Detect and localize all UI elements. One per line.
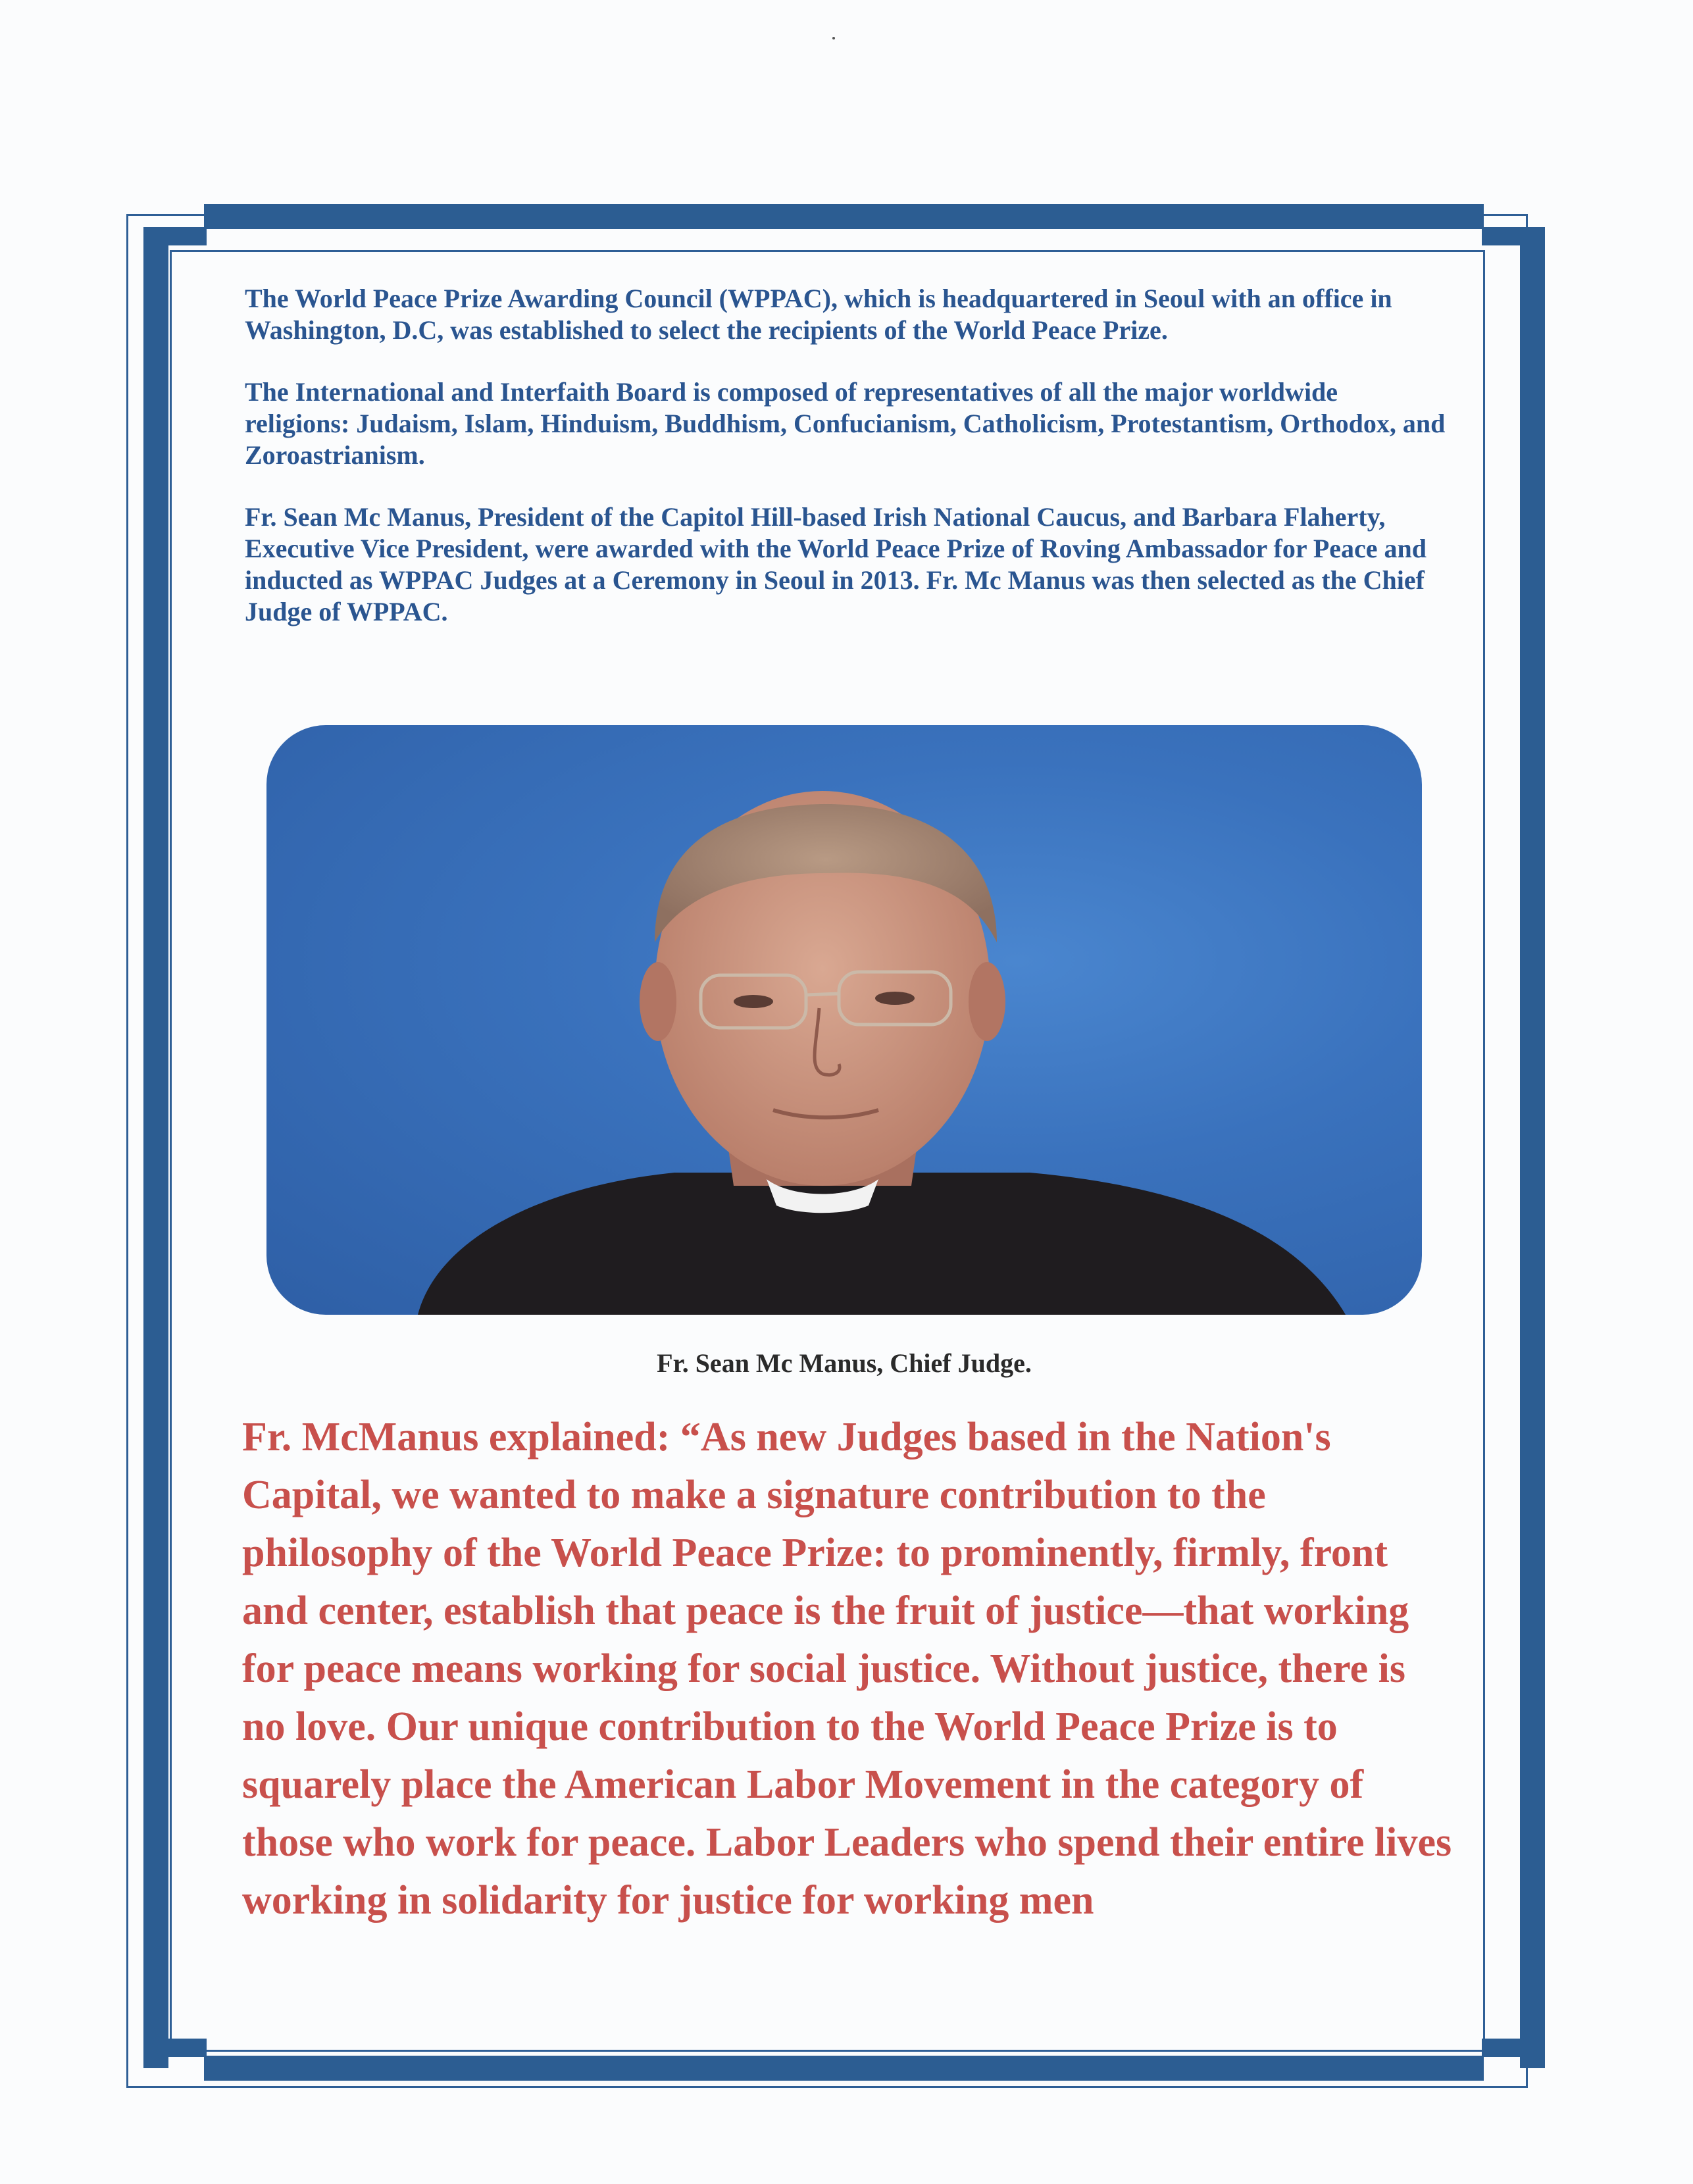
portrait-photo <box>266 725 1422 1315</box>
paragraph-judges: Fr. Sean Mc Manus, President of the Capitol Hill-based Irish National Caucus, and Barbara Flaherty, Executive Vice President, were awarded with the World Peace Prize of Roving Ambassador for Peace and inducted as WPPAC Judges at a Ceremony in Seoul in 2013. Fr. Mc Manus was then selected as the Chief Judge of WPPAC. <box>245 502 1427 626</box>
border-bottom-bar <box>204 2056 1484 2081</box>
paragraph-wppac: The World Peace Prize Awarding Council (WPPAC), which is headquartered in Seoul with an office in Washington, D.C, was established to select the recipients of the World Peace Prize. <box>245 284 1392 345</box>
border-top-bar <box>204 204 1484 229</box>
intro-text <box>245 283 1449 658</box>
paragraph-interfaith-board: The International and Interfaith Board is composed of representatives of all the major worldwide religions: Judaism, Islam, Hinduism, Buddhism, Confucianism, Catholicism, Protestantism, Orthodox, and Zoroastrianism. <box>245 377 1446 470</box>
portrait-illustration <box>266 725 1422 1315</box>
border-bottom-right-step <box>1482 2039 1545 2057</box>
photo-caption: Fr. Sean Mc Manus, Chief Judge. <box>657 1348 1032 1378</box>
border-right-bar <box>1520 245 1545 2068</box>
border-top-left-step <box>143 227 207 245</box>
border-top-right-step <box>1482 227 1545 245</box>
scan-speck <box>832 37 835 39</box>
mcmanus-quote: Fr. McManus explained: “As new Judges based in the Nation's Capital, we wanted to make a signature contribution to the philosophy of the World Peace Prize: to prominently, firmly, front and center, establish that peace is the fruit of justice—that working for peace means working for social justice. Without justice, there is no love. Our unique contribution to the World Peace Prize is to squarely place the American Labor Movement in the category of those who work for peace. Labor Leaders who spend their entire lives working in solidarity for justice for working men <box>242 1415 1452 1923</box>
border-bottom-left-step <box>143 2039 207 2057</box>
border-left-bar <box>143 245 168 2068</box>
